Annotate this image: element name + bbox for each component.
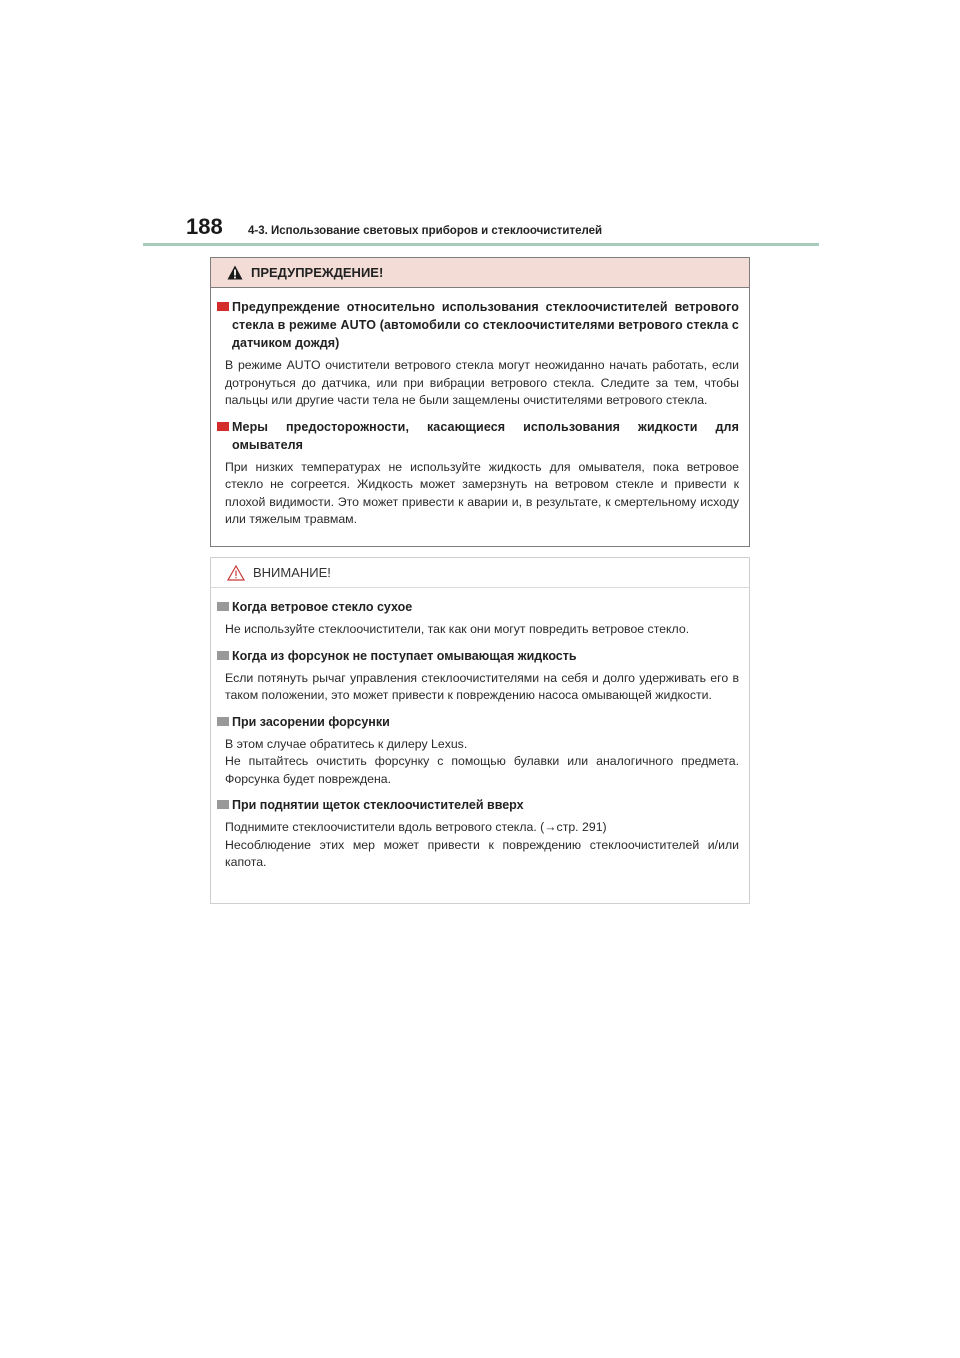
warning-header — [211, 258, 749, 288]
caution-item — [217, 598, 739, 639]
caution-item-title: При засорении форсунки — [232, 714, 390, 729]
warning-body — [211, 288, 749, 529]
square-bullet-icon — [217, 717, 229, 726]
warning-item — [217, 418, 739, 529]
square-bullet-icon — [217, 302, 229, 311]
caution-item-body: В этом случае обратитесь к дилеру Lexus. Не пытайтесь очистить форсунку с помощью булавки или аналогичного предмета. Форсунка будет повреждена. — [225, 736, 739, 786]
header-divider — [143, 243, 819, 246]
square-bullet-icon — [217, 602, 229, 611]
warning-filled-triangle-icon — [227, 265, 243, 280]
square-bullet-icon — [217, 422, 229, 431]
warning-box — [210, 257, 750, 547]
caution-item-body: Если потянуть рычаг управления стеклоочистителями на себя и долго удерживать его в таком положении, это может привести к повреждению насоса омывающей жидкости. — [225, 670, 739, 702]
caution-item — [217, 796, 739, 872]
section-title: 4-3. Использование световых приборов и стеклоочистителей — [248, 225, 603, 237]
caution-title: ВНИМАНИЕ! — [253, 565, 331, 580]
caution-item — [217, 647, 739, 705]
caution-item-title: Когда из форсунок не поступает омывающая жидкость — [232, 648, 577, 663]
caution-item-body: Поднимите стеклоочистители вдоль ветрового стекла. (→стр. 291) Несоблюдение этих мер может привести к повреждению стеклоочистителей и/или капота. — [225, 820, 739, 869]
warning-item-body: В режиме AUTO очистители ветрового стекла могут неожиданно начать работать, если дотронуться до датчика, или при вибрации ветрового стекла. Следите за тем, чтобы пальцы или другие части тела не были защемлены очистителями ветрового стекла. — [225, 358, 739, 407]
square-bullet-icon — [217, 651, 229, 660]
warning-item-title: Предупреждение относительно использования стеклоочистителей ветрового стекла в режиме AUTO (автомобили со стеклоочистителями ветрового стекла с датчиком дождя) — [232, 300, 739, 350]
square-bullet-icon — [217, 800, 229, 809]
page-header — [186, 214, 602, 240]
caution-item-title: При поднятии щеток стеклоочистителей вверх — [232, 798, 524, 812]
caution-item-body: Не используйте стеклоочистители, так как они могут повредить ветровое стекло. — [225, 622, 690, 636]
caution-body — [211, 588, 749, 872]
caution-outline-triangle-icon — [227, 565, 245, 581]
caution-item-title: Когда ветровое стекло сухое — [232, 600, 413, 614]
page-number: 188 — [186, 214, 223, 239]
warning-item — [217, 298, 739, 410]
warning-title: ПРЕДУПРЕЖДЕНИЕ! — [251, 265, 384, 280]
caution-header — [211, 558, 749, 588]
caution-box — [210, 557, 750, 904]
warning-item-body: При низких температурах не используйте жидкость для омывателя, пока ветровое стекло не согреется. Жидкость может замерзнуть на ветровом стекле и привести к плохой видимости. Это может привести к аварии и, в результате, к смертельному исходу или тяжелым травмам. — [225, 459, 739, 526]
warning-item-title: Меры предосторожности, касающиеся использования жидкости для омывателя — [232, 419, 739, 452]
caution-item — [217, 713, 739, 789]
